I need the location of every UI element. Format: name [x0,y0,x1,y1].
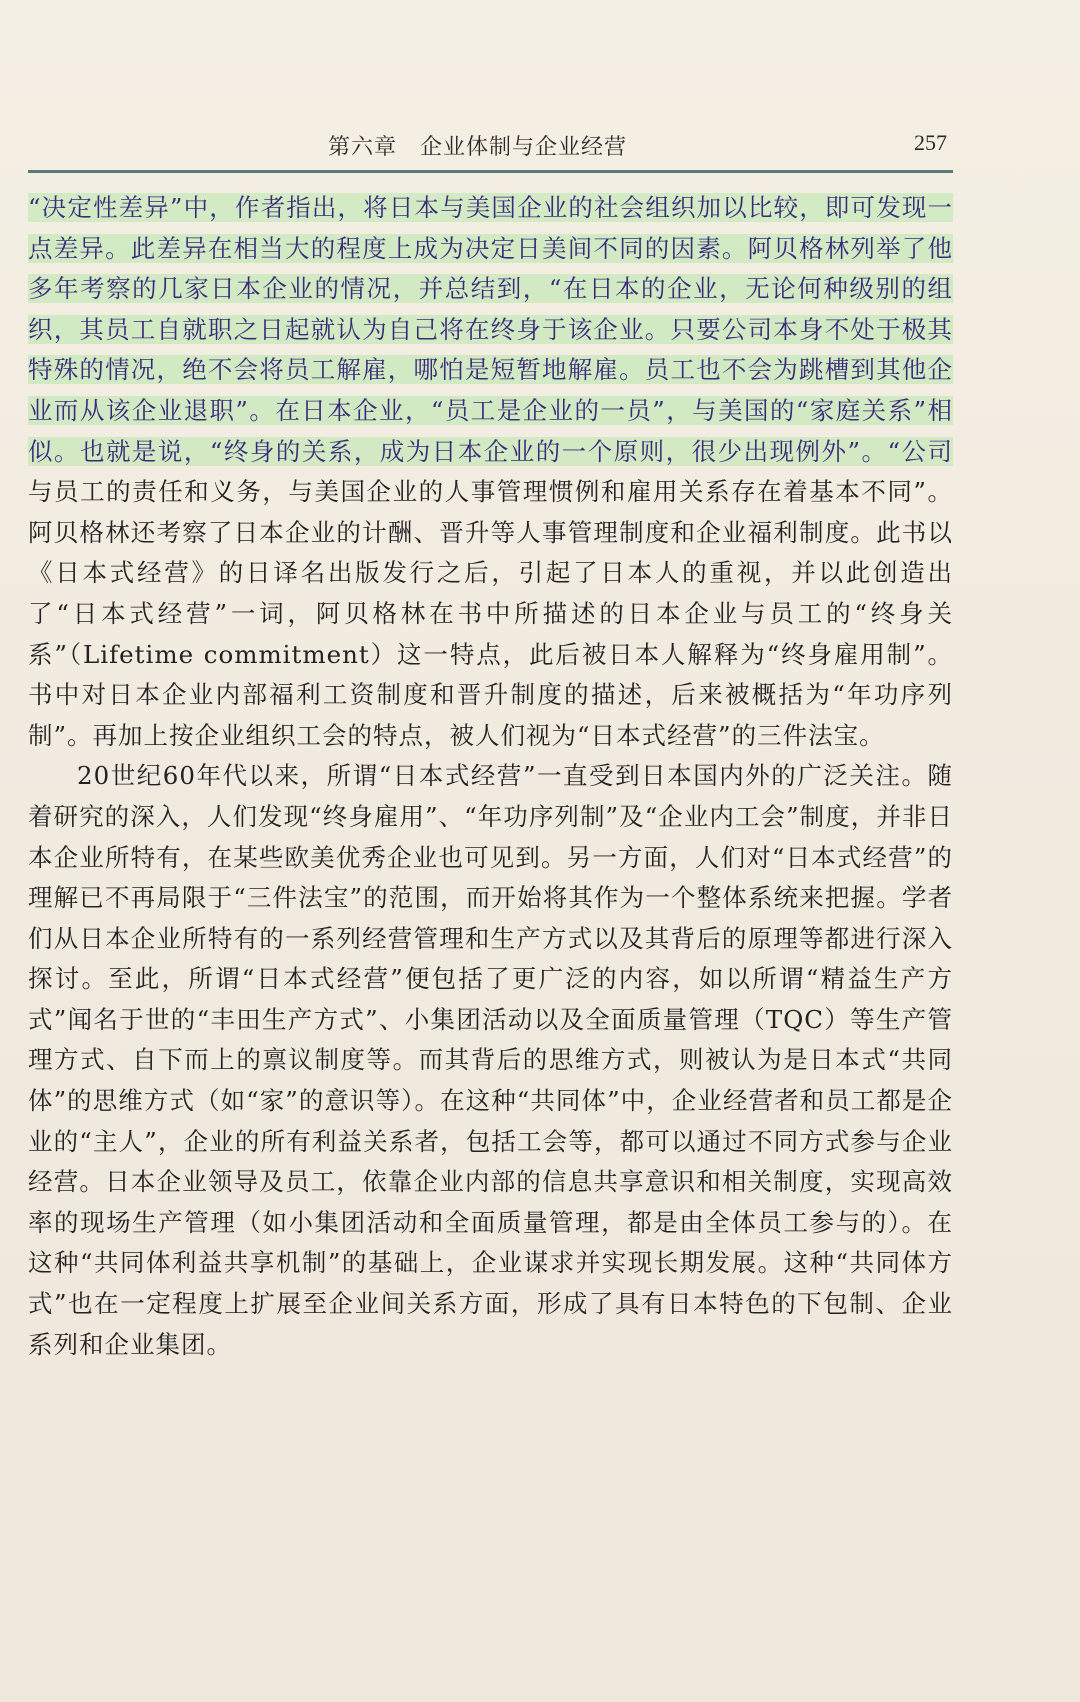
body-text [28,188,953,1365]
chapter-title: 第六章 企业体制与企业经营 [328,135,628,160]
page-number: 257 [914,130,947,155]
paragraph-1 [28,188,953,756]
running-header [28,126,953,173]
highlighted-passage: “决定性差异”中，作者指出，将日本与美国企业的社会组织加以比较，即可发现一点差异。此差异在相当大的程度上成为决定日美间不同的因素。阿贝格林列举了他多年考察的几家日本企业的情况，并总结到，“在日本的企业，无论何种级别的组织，其员工自就职之日起就认为自己将在终身于该企业。只要公司本身不处于极其特殊的情况，绝不会将员工解雇，哪怕是短暂地解雇。员工也不会为跳槽到其他企业而从该企业退职”。在日本企业，“员工是企业的一员”，与美国的“家庭关系”相似。也就是说，“终身的关系，成为日本企业的一个原则，很少出现例外”。“公司 [28,193,953,466]
paragraph-2: 20世纪60年代以来，所谓“日本式经营”一直受到日本国内外的广泛关注。随着研究的深入，人们发现“终身雇用”、“年功序列制”及“企业内工会”制度，并非日本企业所特有，在某些欧美优秀企业也可见到。另一方面，人们对“日本式经营”的理解已不再局限于“三件法宝”的范围，而开始将其作为一个整体系统来把握。学者们从日本企业所特有的一系列经营管理和生产方式以及其背后的原理等都进行深入探讨。至此，所谓“日本式经营”便包括了更广泛的内容，如以所谓“精益生产方式”闻名于世的“丰田生产方式”、小集团活动以及全面质量管理（TQC）等生产管理方式、自下而上的禀议制度等。而其背后的思维方式，则被认为是日本式“共同体”的思维方式（如“家”的意识等）。在这种“共同体”中，企业经营者和员工都是企业的“主人”，企业的所有利益关系者，包括工会等，都可以通过不同方式参与企业经营。日本企业领导及员工，依靠企业内部的信息共享意识和相关制度，实现高效率的现场生产管理（如小集团活动和全面质量管理，都是由全体员工参与的）。在这种“共同体利益共享机制”的基础上，企业谋求并实现长期发展。这种“共同体方式”也在一定程度上扩展至企业间关系方面，形成了具有日本特色的下包制、企业系列和企业集团。 [28,761,953,1359]
paragraph-1-continuation: 与员工的责任和义务，与美国企业的人事管理惯例和雇用关系存在着基本不同”。阿贝格林还考察了日本企业的计酬、晋升等人事管理制度和企业福利制度。此书以《日本式经营》的日译名出版发行之后，引起了日本人的重视，并以此创造出了“日本式经营”一词，阿贝格林在书中所描述的日本企业与员工的“终身关系”（Lifetime commitment）这一特点，此后被日本人解释为“终身雇用制”。书中对日本企业内部福利工资制度和晋升制度的描述，后来被概括为“年功序列制”。再加上按企业组织工会的特点，被人们视为“日本式经营”的三件法宝。 [28,477,953,750]
